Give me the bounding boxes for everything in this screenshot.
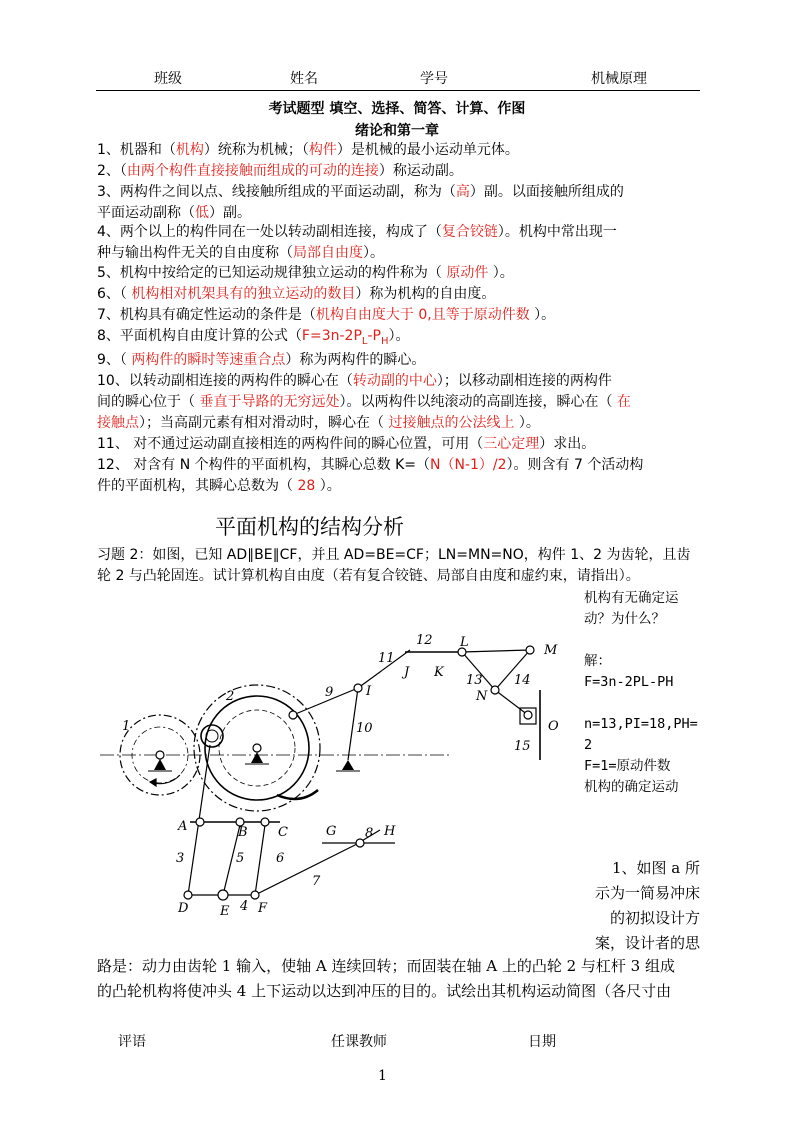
student-id-label: 学号 bbox=[420, 71, 448, 87]
header-divider bbox=[96, 90, 700, 91]
label-5: 5 bbox=[236, 851, 245, 866]
label-12: 12 bbox=[416, 633, 433, 648]
label-13: 13 bbox=[466, 673, 483, 688]
question-2: 2、（由两个构件直接接触而组成的可动的连接）称运动副。 bbox=[97, 163, 463, 179]
question-5: 5、机构中按给定的已知运动规律独立运动的构件称为（ 原动件 ）。 bbox=[97, 265, 514, 281]
label-F: F bbox=[258, 901, 268, 916]
footer-comment: 评语 bbox=[118, 1034, 146, 1050]
label-1: 1 bbox=[122, 719, 131, 734]
label-M: M bbox=[544, 643, 558, 658]
label-11: 11 bbox=[378, 651, 395, 666]
exercise-2: 习题 2：如图，已知 AD∥BE∥CF，并且 AD=BE=CF；LN=MN=NO，构件 1、2 为齿轮，且齿 轮 2 与凸轮固连。试计算机构自由度（若有复合铰链、局部自由度和虚约束，请指出）。 bbox=[97, 547, 691, 584]
name-label: 姓名 bbox=[290, 71, 318, 87]
question-1: 1、机器和（机构）统称为机械；（构件）是机械的最小运动单元体。 bbox=[97, 142, 519, 158]
page-number: 1 bbox=[378, 1068, 387, 1084]
label-J: J bbox=[404, 665, 410, 680]
question-6: 6、（ 机构相对机架具有的独立运动的数目）称为机构的自由度。 bbox=[97, 286, 496, 302]
footer-date: 日期 bbox=[528, 1034, 556, 1050]
question-12: 12、 对含有 N 个构件的平面机构，其瞬心总数 K=（N（N-1）/2）。则含有 7 个活动构 件的平面机构，其瞬心总数为（ 28 ）。 bbox=[97, 457, 644, 494]
label-H: H bbox=[384, 824, 396, 839]
label-14: 14 bbox=[514, 673, 531, 688]
question-10: 10、以转动副相连接的两构件的瞬心在（转动副的中心）；以移动副相连接的两构件 间的瞬心位于（ 垂直于导路的无穷远处）。以两构件以纯滚动的高副连接，瞬心在（ 在 接触点）；当高副元素有相对滑动时，瞬心在（ 过接触点的公法线上 ）。 bbox=[97, 373, 631, 431]
label-9: 9 bbox=[325, 685, 334, 700]
label-E: E bbox=[220, 904, 230, 919]
exam-type: 考试题型 填空、选择、简答、计算、作图 bbox=[268, 101, 526, 117]
label-7: 7 bbox=[312, 874, 321, 889]
question-11: 11、 对不通过运动副直接相连的两构件间的瞬心位置，可用（三心定理）求出。 bbox=[97, 436, 596, 452]
label-4: 4 bbox=[240, 899, 249, 914]
label-G: G bbox=[326, 824, 337, 839]
question-4: 4、两个以上的构件同在一处以转动副相连接，构成了（复合铰链）。机构中常出现一 种与输出构件无关的自由度称（局部自由度）。 bbox=[97, 224, 617, 261]
mechanism-diagram bbox=[95, 625, 575, 925]
course-label: 机械原理 bbox=[591, 71, 647, 87]
chapter-title: 绪论和第一章 bbox=[355, 123, 439, 139]
label-15: 15 bbox=[514, 739, 531, 754]
label-6: 6 bbox=[276, 851, 285, 866]
problem-a-intro: 1、如图 a 所 示为一简易冲床 的初拟设计方 案，设计者的思 bbox=[594, 859, 700, 952]
label-8: 8 bbox=[365, 826, 374, 841]
label-N: N bbox=[476, 689, 488, 704]
label-O: O bbox=[548, 719, 559, 734]
label-A: A bbox=[178, 819, 188, 834]
footer-teacher: 任课教师 bbox=[331, 1034, 387, 1050]
label-I: I bbox=[366, 684, 372, 699]
answer-side: 机构有无确定运 动？为什么？ 解： F=3n-2PL-PH n=13,PI=18,PH= 2 F=1=原动件数 机构的确定运动 bbox=[584, 590, 698, 795]
label-B: B bbox=[238, 825, 248, 840]
label-2: 2 bbox=[226, 689, 235, 704]
section-title: 平面机构的结构分析 bbox=[215, 515, 404, 539]
class-label: 班级 bbox=[154, 71, 182, 87]
problem-a-body: 路是：动力由齿轮 1 输入，使轴 A 连续回转；而固装在轴 A 上的凸轮 2 与杠杆 3 组成 的凸轮机构将使冲头 4 上下运动以达到冲压的目的。试绘出其机构运动简图（各尺寸由 bbox=[97, 957, 675, 1000]
label-C: C bbox=[278, 825, 288, 840]
label-L: L bbox=[460, 635, 469, 650]
label-10: 10 bbox=[356, 721, 373, 736]
question-8: 8、平面机构自由度计算的公式$(F=3n-2P_L-P_H)$。 bbox=[97, 328, 410, 347]
label-K: K bbox=[434, 665, 444, 680]
question-3: 3、两构件之间以点、线接触所组成的平面运动副，称为（高）副。以面接触所组成的 平面运动副称（低）副。 bbox=[97, 184, 624, 221]
label-3: 3 bbox=[176, 851, 185, 866]
question-7: 7、机构具有确定性运动的条件是（机构自由度大于 0,且等于原动件数 ）。 bbox=[97, 307, 556, 323]
question-9: 9、（ 两构件的瞬时等速重合点）称为两构件的瞬心。 bbox=[97, 352, 426, 368]
label-D: D bbox=[178, 901, 189, 916]
